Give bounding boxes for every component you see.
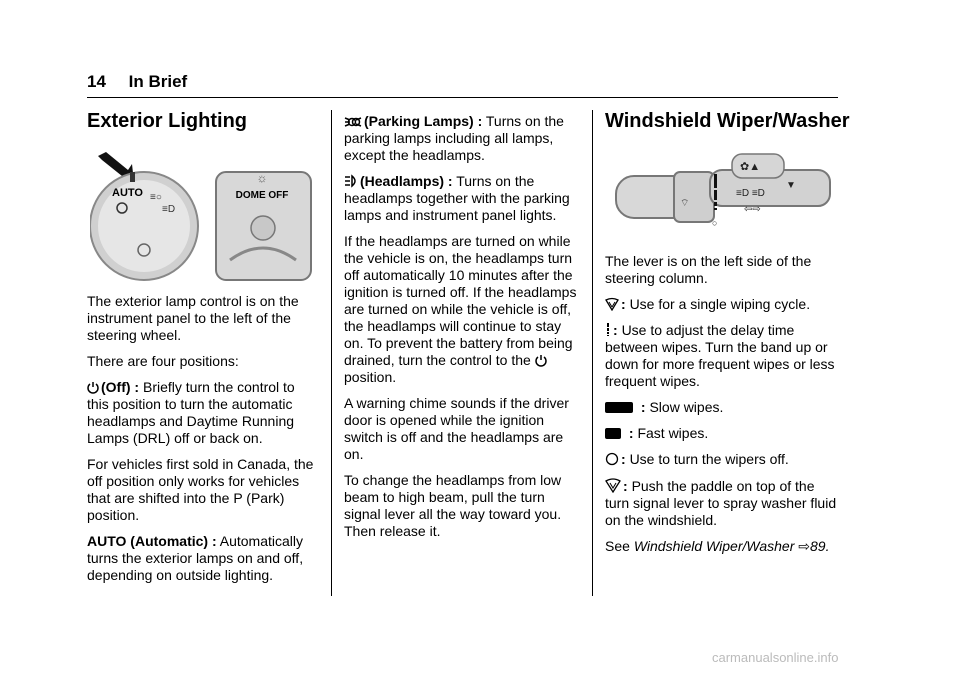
fast-wipe-description: [605, 425, 838, 442]
right-column-text: [605, 253, 838, 564]
paragraph: For vehicles first sold in Canada, the off position only works for vehicles that are shifted into the P (Park) position.: [87, 456, 314, 523]
off-circle-icon: [605, 452, 619, 466]
paragraph-part: If the headlamps are turned on while the vehicle is on, the headlamps turn off automatically 10 minutes after the ignition is turned off. If the headlamps are turned on while the vehicle is off, the headlamps will continue to stay on. To prevent the battery from being drained, turn the control to the: [344, 233, 577, 368]
parking-lamps-label: (Parking Lamps) :: [364, 113, 483, 129]
dome-off-label: DOME OFF: [235, 190, 289, 201]
column-divider-1: [331, 110, 332, 596]
power-off-icon: [87, 381, 99, 394]
washer-description: [605, 477, 838, 529]
dome-lamp-icon: ☼: [256, 171, 268, 185]
off-text: Briefly turn the control to this position to turn the automatic headlamps and Daytime Running Lamps (DRL) off or back on.: [87, 379, 295, 446]
auto-text: Automatically turns the exterior lamps on and off, depending on outside lighting.: [87, 533, 304, 583]
paragraph: There are four positions:: [87, 353, 239, 369]
single-wipe-text: Use for a single wiping cycle.: [629, 296, 811, 312]
washer-text: Push the paddle on top of the turn signal lever to spray washer fluid on the windshield.: [605, 478, 837, 528]
auto-off-paragraph: [344, 233, 580, 386]
wiper-icon: ⌔: [680, 198, 690, 209]
dimmer-wheel-icon: [251, 216, 275, 240]
fast-wipe-text: Fast wipes.: [637, 425, 709, 441]
page-ref-arrow-icon: ⇨: [798, 538, 810, 554]
turn-signal-arrows-icon: ⇦⇨: [744, 204, 761, 215]
mist-wiper-icon: [605, 297, 619, 311]
down-arrow-icon: ▼: [786, 180, 796, 191]
headlamps-text: Turns on the headlamps together with the parking lamps and instrument panel lights.: [344, 173, 570, 223]
delay-text: Use to adjust the delay time between wipes. Turn the band up or down for more frequent wipes or less frequent wipes.: [605, 322, 835, 389]
slow-wipe-text: Slow wipes.: [649, 399, 724, 415]
cross-reference-page[interactable]: 89.: [810, 538, 830, 554]
single-wipe-description: [605, 296, 838, 313]
see-prefix: See: [605, 538, 630, 554]
headlamps-label: (Headlamps) :: [360, 173, 453, 189]
wiper-off-description: [605, 451, 838, 468]
auto-label: AUTO: [112, 187, 143, 199]
section-title: In Brief: [128, 72, 188, 91]
slow-wipe-description: [605, 399, 838, 416]
header-rule: [87, 97, 838, 98]
off-label: (Off) :: [101, 379, 140, 395]
delay-band-icon: [605, 323, 611, 337]
paragraph: The lever is on the left side of the steering column.: [605, 253, 812, 286]
see-reference: [605, 538, 838, 555]
washer-icon: ✿▲: [740, 161, 761, 173]
mist-icon: ○: [712, 218, 718, 228]
fast-wipe-label: :: [628, 425, 634, 441]
left-column-text: [87, 293, 317, 593]
middle-column-text: [344, 113, 580, 549]
paragraph: To change the headlamps from low beam to high beam, pull the turn signal lever all the way toward you. Then release it.: [344, 472, 562, 539]
parking-lamps-text: Turns on the parking lamps including all lamps, except the headlamps.: [344, 113, 564, 163]
delay-description: [605, 322, 838, 390]
washer-label: :: [623, 478, 628, 494]
lamp-control-figure: [90, 150, 315, 282]
headlamp-beam-icons: ≡D ≡D: [736, 188, 765, 199]
delay-label: :: [613, 322, 618, 338]
headlamps-icon: ≡D: [162, 204, 176, 215]
watermark: carmanualsonline.info: [712, 650, 839, 665]
page-number: 14: [87, 72, 106, 91]
cross-reference-link[interactable]: Windshield Wiper/Washer: [633, 538, 795, 554]
slow-wipe-icon: [605, 401, 635, 414]
fast-wipe-icon: [605, 427, 623, 440]
parking-lamps-icon: ≡○: [150, 192, 162, 203]
wiper-off-text: Use to turn the wipers off.: [629, 451, 789, 467]
power-off-icon: [535, 354, 547, 367]
parking-lamps-description: [344, 113, 580, 164]
single-wipe-label: :: [621, 296, 626, 312]
off-description: [87, 379, 317, 447]
paragraph: A warning chime sounds if the driver door is opened while the ignition switch is off and the headlamps are on.: [344, 395, 569, 462]
auto-label: AUTO (Automatic) :: [87, 533, 217, 549]
headlamps-description: [344, 173, 580, 224]
paragraph-part: position.: [344, 369, 397, 385]
slow-wipe-label: :: [640, 399, 646, 415]
wiper-washer-heading: Windshield Wiper/Washer: [605, 110, 850, 132]
wiper-off-label: :: [621, 451, 626, 467]
parking-lamps-icon: [344, 116, 362, 128]
headlamps-icon: [344, 174, 358, 188]
paragraph: The exterior lamp control is on the instrument panel to the left of the steering wheel.: [87, 293, 299, 343]
wiper-lever-figure: [614, 150, 834, 238]
washer-fluid-icon: [605, 477, 621, 493]
auto-description: [87, 533, 317, 584]
column-divider-2: [592, 110, 593, 596]
exterior-lighting-heading: Exterior Lighting: [87, 110, 247, 132]
page-header: [87, 72, 187, 92]
